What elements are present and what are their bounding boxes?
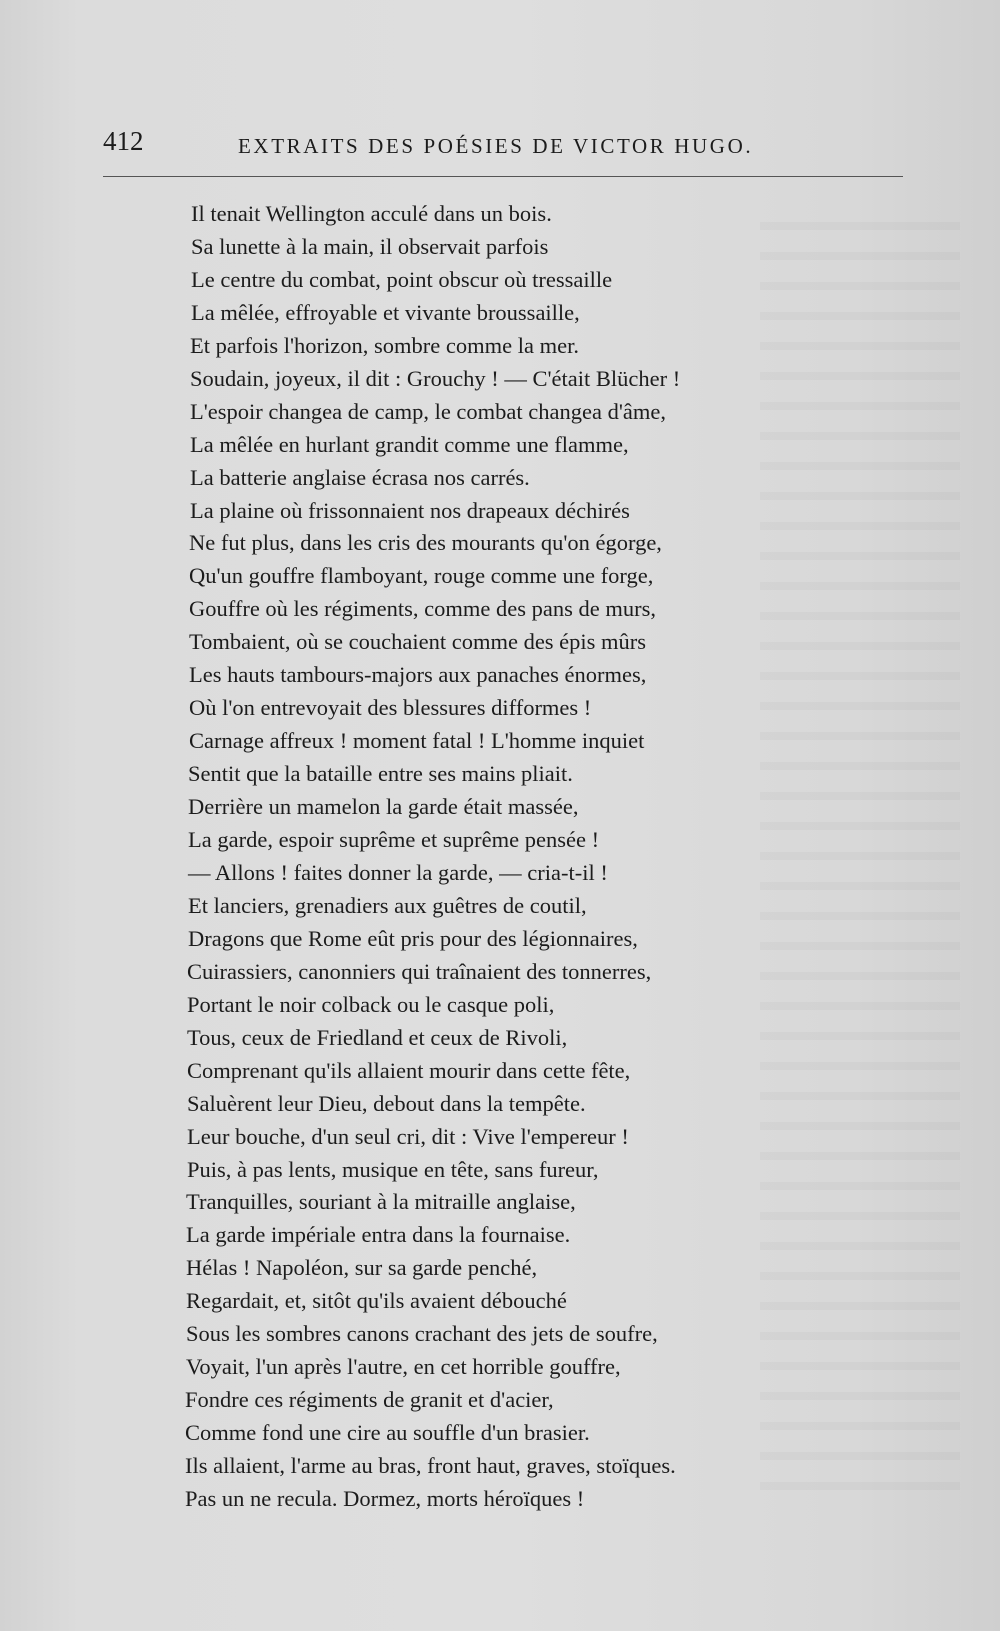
poem-line: La mêlée en hurlant grandit comme une flamme,: [190, 432, 629, 457]
poem-line: Les hauts tambours-majors aux panaches énormes,: [189, 662, 647, 687]
poem-line: — Allons ! faites donner la garde, — cria-t-il !: [188, 860, 608, 885]
poem-line: Comme fond une cire au souffle d'un brasier.: [185, 1420, 590, 1445]
poem-line: Et parfois l'horizon, sombre comme la mer.: [190, 333, 579, 358]
poem-line: Tous, ceux de Friedland et ceux de Rivoli,: [187, 1025, 568, 1050]
poem-line: La batterie anglaise écrasa nos carrés.: [190, 465, 530, 490]
poem-line: Regardait, et, sitôt qu'ils avaient débouché: [186, 1288, 567, 1313]
poem-line: La mêlée, effroyable et vivante broussaille,: [191, 300, 580, 325]
poem-line: Leur bouche, d'un seul cri, dit : Vive l'empereur !: [187, 1124, 629, 1149]
poem-line: Puis, à pas lents, musique en tête, sans fureur,: [187, 1157, 599, 1182]
page-number: 412: [103, 126, 144, 156]
poem-line: La plaine où frissonnaient nos drapeaux déchirés: [190, 498, 630, 523]
poem-line: Sentit que la bataille entre ses mains pliait.: [188, 761, 573, 786]
poem-line: Où l'on entrevoyait des blessures difformes !: [189, 695, 592, 720]
poem-line: Hélas ! Napoléon, sur sa garde penché,: [186, 1255, 538, 1280]
poem-line: Ne fut plus, dans les cris des mourants qu'on égorge,: [189, 530, 662, 555]
poem-line: Et lanciers, grenadiers aux guêtres de coutil,: [188, 893, 587, 918]
poem-line: La garde impériale entra dans la fournaise.: [186, 1222, 571, 1247]
poem-line: Carnage affreux ! moment fatal ! L'homme inquiet: [189, 728, 645, 753]
poem-line: L'espoir changea de camp, le combat changea d'âme,: [190, 399, 667, 424]
poem-line: Dragons que Rome eût pris pour des légionnaires,: [188, 926, 638, 951]
poem-line: Ils allaient, l'arme au bras, front haut, graves, stoïques.: [185, 1453, 676, 1478]
poem-line: Fondre ces régiments de granit et d'acier,: [185, 1387, 554, 1412]
poem-line: Cuirassiers, canonniers qui traînaient des tonnerres,: [187, 959, 652, 984]
poem-line: La garde, espoir suprême et suprême pensée !: [188, 827, 600, 852]
poem-line: Sous les sombres canons crachant des jets de soufre,: [186, 1321, 658, 1346]
poem-line: Comprenant qu'ils allaient mourir dans cette fête,: [187, 1058, 631, 1083]
poem-line: Tranquilles, souriant à la mitraille anglaise,: [186, 1189, 576, 1214]
poem-line: Sa lunette à la main, il observait parfois: [191, 234, 549, 259]
poem-line: Portant le noir colback ou le casque poli,: [187, 992, 555, 1017]
poem-line: Tombaient, où se couchaient comme des épis mûrs: [189, 629, 647, 654]
poem-line: Pas un ne recula. Dormez, morts héroïques !: [185, 1486, 585, 1511]
poem-line: Il tenait Wellington acculé dans un bois.: [191, 201, 552, 226]
poem-line: Le centre du combat, point obscur où tressaille: [191, 267, 613, 292]
poem-line: Gouffre où les régiments, comme des pans de murs,: [189, 596, 656, 621]
poem-line: Qu'un gouffre flamboyant, rouge comme une forge,: [189, 563, 654, 588]
poem-line: Derrière un mamelon la garde était massée,: [188, 794, 579, 819]
poem-line: Saluèrent leur Dieu, debout dans la tempête.: [187, 1091, 586, 1116]
running-title: EXTRAITS DES POÉSIES DE VICTOR HUGO.: [238, 134, 754, 158]
poem-line: Voyait, l'un après l'autre, en cet horrible gouffre,: [186, 1354, 621, 1379]
poem-line: Soudain, joyeux, il dit : Grouchy ! — C'était Blücher !: [190, 366, 681, 391]
